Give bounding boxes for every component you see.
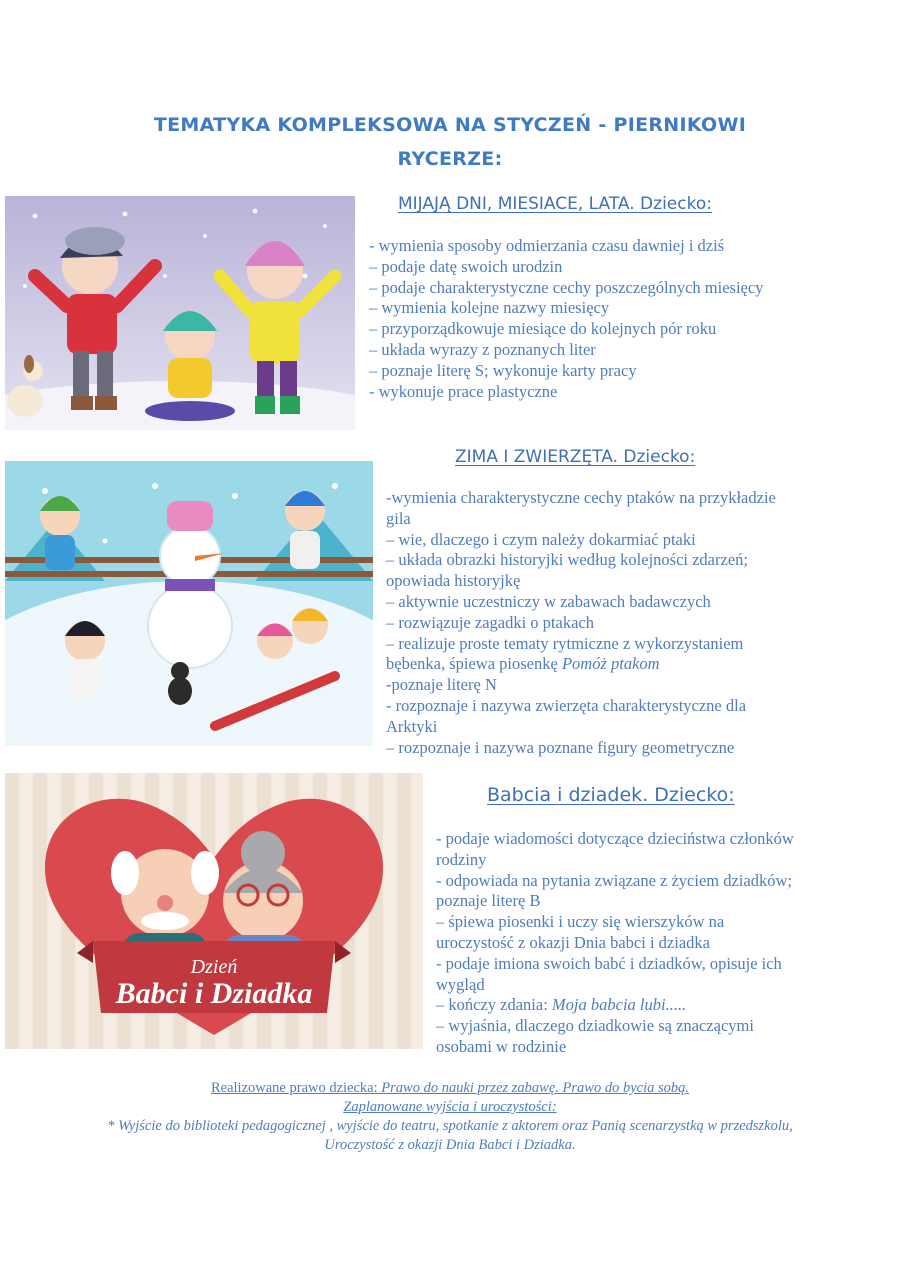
section-list-time — [369, 236, 789, 402]
song-title: Pomóż ptakom — [561, 654, 660, 674]
list-item: – podaje charakterystyczne cechy poszczególnych miesięcy — [369, 277, 764, 297]
list-item: - podaje imiona swoich babć i dziadków, opisuje ich wygląd — [436, 953, 782, 994]
child-rights-line — [100, 1079, 800, 1098]
list-item: -wymienia charakterystyczne cechy ptaków na przykładzie gila — [386, 488, 776, 528]
list-item: - wykonuje prace plastyczne — [369, 381, 558, 401]
winter-children-illustration — [5, 196, 355, 430]
list-item: -poznaje literę N — [386, 675, 497, 695]
list-item — [436, 995, 796, 1016]
list-item: – rozwiązuje zagadki o ptakach — [386, 612, 594, 632]
list-item-text: – realizuje proste tematy rytmiczne z wykorzystaniem bębenka, śpiewa piosenkę — [386, 633, 744, 674]
planned-events-heading: Zaplanowane wyjścia i uroczystości: — [343, 1099, 557, 1115]
section-list-grandparents — [436, 829, 796, 1058]
list-item: – rozpoznaje i nazywa poznane figury geometryczne — [386, 737, 735, 757]
rights-value: Prawo do nauki przez zabawę. Prawo do bycia sobą. — [381, 1080, 689, 1096]
list-item — [386, 634, 791, 676]
list-item-text: – kończy zdania: — [436, 995, 548, 1015]
grandparents-day-illustration — [5, 773, 423, 1049]
section-list-winter — [386, 488, 791, 758]
section-heading-time: MIJAJĄ DNI, MIESIACE, LATA. Dziecko: — [398, 194, 712, 214]
rights-label: Realizowane prawo dziecka: — [210, 1080, 378, 1096]
list-item: – poznaje literę S; wykonuje karty pracy — [369, 360, 637, 380]
sentence-start: Moja babcia lubi..... — [551, 995, 687, 1015]
list-item: – śpiewa piosenki i uczy się wierszyków na uroczystość z okazji Dnia babci i dziadka — [436, 912, 725, 952]
planned-events-text: * Wyjście do biblioteki pedagogicznej , wyjście do teatru, spotkanie z aktorem oraz Panią scenarzystką w przedszkolu, Uroczystość z okazji Dnia Babci i Dziadka. — [107, 1118, 793, 1153]
list-item: – wyjaśnia, dlaczego dziadkowie są znaczącymi osobami w rodzinie — [436, 1016, 754, 1056]
list-item: - rozpoznaje i nazywa zwierzęta charakterystyczne dla Arktyki — [386, 695, 747, 736]
section-heading-grandparents: Babcia i dziadek. Dziecko: — [487, 784, 735, 806]
list-item: – aktywnie uczestniczy w zabawach badawczych — [386, 591, 711, 611]
list-item: - wymienia sposoby odmierzania czasu dawniej i dziś — [369, 236, 725, 255]
list-item: - odpowiada na pytania związane z życiem dziadków; poznaje literę B — [436, 870, 792, 911]
banner-line1: Dzień — [190, 956, 238, 978]
list-item: – układa wyrazy z poznanych liter — [369, 339, 596, 359]
list-item: – wymienia kolejne nazwy miesięcy — [369, 298, 610, 318]
list-item: – podaje datę swoich urodzin — [369, 256, 563, 276]
list-item: – przyporządkowuje miesiące do kolejnych pór roku — [369, 319, 717, 339]
list-item: - podaje wiadomości dotyczące dzieciństwa członków rodziny — [436, 829, 794, 869]
footer — [100, 1079, 800, 1155]
list-item: – wie, dlaczego i czym należy dokarmiać ptaki — [386, 529, 696, 549]
section-heading-winter: ZIMA I ZWIERZĘTA. Dziecko: — [455, 447, 696, 467]
banner-line2: Babci i Dziadka — [115, 977, 313, 1010]
list-item: – układa obrazki historyjki według kolejności zdarzeń; opowiada historyjkę — [386, 550, 748, 591]
page-title: TEMATYKA KOMPLEKSOWA NA STYCZEŃ - PIERNIKOWI RYCERZE: — [153, 114, 747, 170]
winter-snowman-illustration — [5, 461, 373, 746]
